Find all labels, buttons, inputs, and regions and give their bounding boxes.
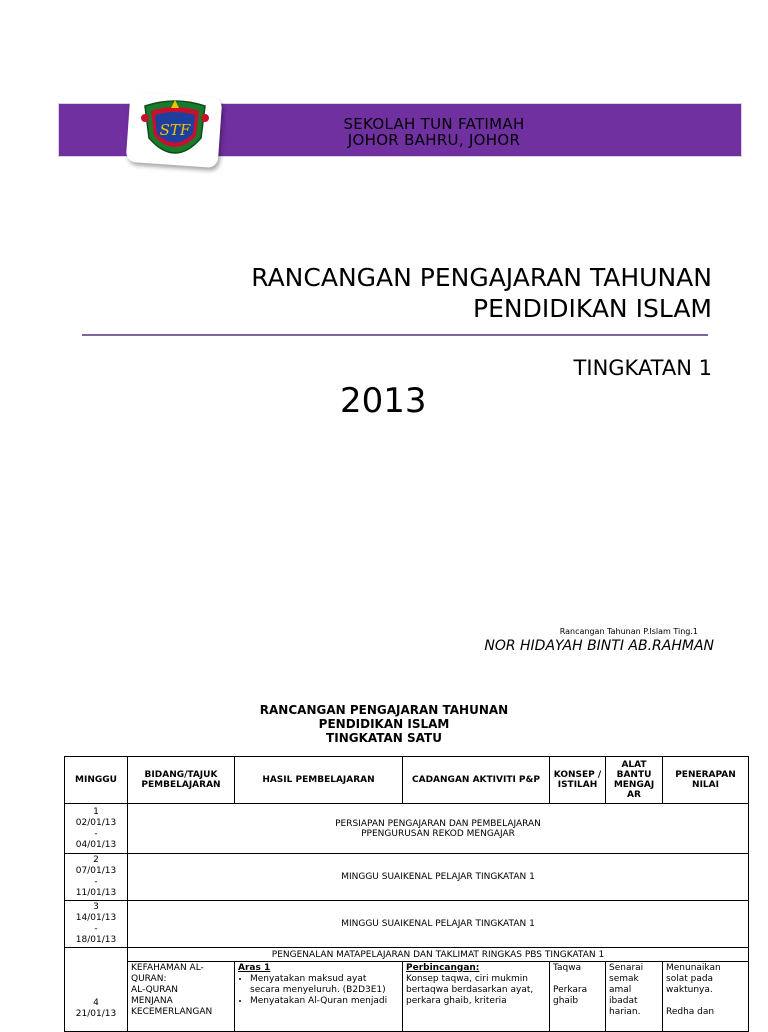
- merged-cell: [128, 804, 749, 854]
- date-from: 07/01/13: [75, 866, 117, 876]
- col-header-konsep: KONSEP / ISTILAH: [550, 757, 606, 804]
- date-from: 21/01/13: [75, 1009, 117, 1019]
- date-dash: -: [94, 924, 98, 934]
- cadangan-title: Perbincangan:: [406, 963, 480, 973]
- penerapan-cell: [663, 962, 749, 1032]
- document-heading: [200, 703, 568, 745]
- konsep-line: Taqwa: [553, 963, 582, 973]
- year: 2013: [340, 381, 427, 421]
- alat-line: harian.: [609, 1007, 641, 1017]
- konsep-line: Perkara: [553, 985, 588, 995]
- konsep-line: ghaib: [553, 996, 579, 1006]
- table-row: [65, 804, 749, 854]
- week-number: 4: [93, 998, 99, 1008]
- date-dash: -: [94, 877, 98, 887]
- date-from: 02/01/13: [75, 817, 117, 828]
- table-row: [65, 901, 749, 948]
- cover-title-line2: PENDIDIKAN ISLAM: [473, 294, 712, 323]
- week-cell: [65, 948, 128, 1032]
- bidang-cell: [128, 962, 235, 1032]
- week-cell: [65, 804, 128, 854]
- hasil-list: [238, 974, 399, 1007]
- penerapan-line: Menunaikan: [666, 963, 721, 973]
- konsep-cell: [550, 962, 606, 1032]
- penerapan-line: Redha dan: [666, 1007, 715, 1017]
- bidang-line: QURAN:: [131, 974, 167, 984]
- table-header-row: [65, 757, 749, 804]
- row-text-line1: PERSIAPAN PENGAJARAN DAN PEMBELAJARAN: [335, 818, 541, 829]
- author-name: NOR HIDAYAH BINTI AB.RAHMAN: [484, 638, 714, 654]
- col-header-alat: ALAT BANTU MENGAJ AR: [606, 757, 663, 804]
- merged-cell: MINGGU SUAIKENAL PELAJAR TINGKATAN 1: [128, 901, 749, 948]
- week-number: 3: [93, 902, 99, 912]
- penerapan-line: solat pada: [666, 974, 714, 984]
- week-number: 2: [93, 855, 99, 865]
- table-row: [65, 854, 749, 901]
- page-footer-caption: Rancangan Tahunan P.Islam Ting.1: [559, 627, 698, 636]
- bidang-line: AL-QURAN: [131, 985, 179, 995]
- logo-lettering: STF: [159, 121, 191, 139]
- col-header-bidang: BIDANG/TAJUK PEMBELAJARAN: [128, 757, 235, 804]
- alat-line: semak: [609, 974, 639, 984]
- col-header-penerapan: PENERAPAN NILAI: [663, 757, 749, 804]
- cover-title-line1: RANCANGAN PENGAJARAN TAHUNAN: [251, 263, 712, 292]
- document-heading-line1: RANCANGAN PENGAJARAN TAHUNAN: [259, 703, 509, 717]
- bidang-line: MENJANA: [131, 996, 173, 1006]
- list-item: • Menyatakan Al-Quran menjadi: [250, 996, 399, 1007]
- document-heading-line3: TINGKATAN SATU: [326, 731, 442, 745]
- penerapan-line: waktunya.: [666, 985, 713, 995]
- col-header-hasil: HASIL PEMBELAJARAN: [235, 757, 403, 804]
- school-name-line2: JOHOR BAHRU, JOHOR: [347, 131, 521, 149]
- table-row: [65, 962, 749, 1032]
- bidang-line: KEFAHAMAN AL-: [131, 963, 204, 973]
- cadangan-text: Konsep taqwa, ciri mukmin bertaqwa berdasarkan ayat, perkara ghaib, kriteria: [406, 974, 534, 1006]
- penerapan-line: [666, 996, 745, 1007]
- date-dash: -: [94, 828, 98, 839]
- list-item: • Menyatakan maksud ayat secara menyeluruh. (B2D3E1): [250, 974, 399, 996]
- alat-line: amal: [609, 985, 632, 995]
- col-header-minggu: MINGGU: [65, 757, 128, 804]
- date-to: 18/01/13: [75, 935, 117, 945]
- week-cell: [65, 854, 128, 901]
- alat-line: Senarai: [609, 963, 644, 973]
- bidang-line: KECEMERLANGAN: [131, 1007, 213, 1017]
- date-from: 14/01/13: [75, 913, 117, 923]
- hasil-cell: [235, 962, 403, 1032]
- title-divider: [82, 334, 708, 336]
- yearly-plan-table: [64, 756, 749, 1032]
- cover-title: [251, 262, 712, 324]
- week-number: 1: [93, 806, 99, 817]
- alat-cell: [606, 962, 663, 1032]
- table-row: [65, 948, 749, 962]
- school-crest-logo: [137, 98, 213, 164]
- cadangan-cell: [403, 962, 550, 1032]
- week-cell: [65, 901, 128, 948]
- row-text-line2: PPENGURUSAN REKOD MENGAJAR: [361, 828, 515, 839]
- aras-label: Aras 1: [238, 963, 271, 973]
- merged-cell: MINGGU SUAIKENAL PELAJAR TINGKATAN 1: [128, 854, 749, 901]
- date-to: 04/01/13: [75, 839, 117, 850]
- school-name-line1: SEKOLAH TUN FATIMAH: [343, 115, 525, 133]
- date-to: 11/01/13: [75, 888, 117, 898]
- alat-line: ibadat: [609, 996, 638, 1006]
- intro-row-cell: PENGENALAN MATAPELAJARAN DAN TAKLIMAT RINGKAS PBS TINGKATAN 1: [128, 948, 749, 962]
- col-header-cadangan: CADANGAN AKTIVITI P&P: [403, 757, 550, 804]
- konsep-line: [553, 974, 602, 985]
- form-level: TINGKATAN 1: [573, 356, 712, 380]
- document-heading-line2: PENDIDIKAN ISLAM: [318, 717, 450, 731]
